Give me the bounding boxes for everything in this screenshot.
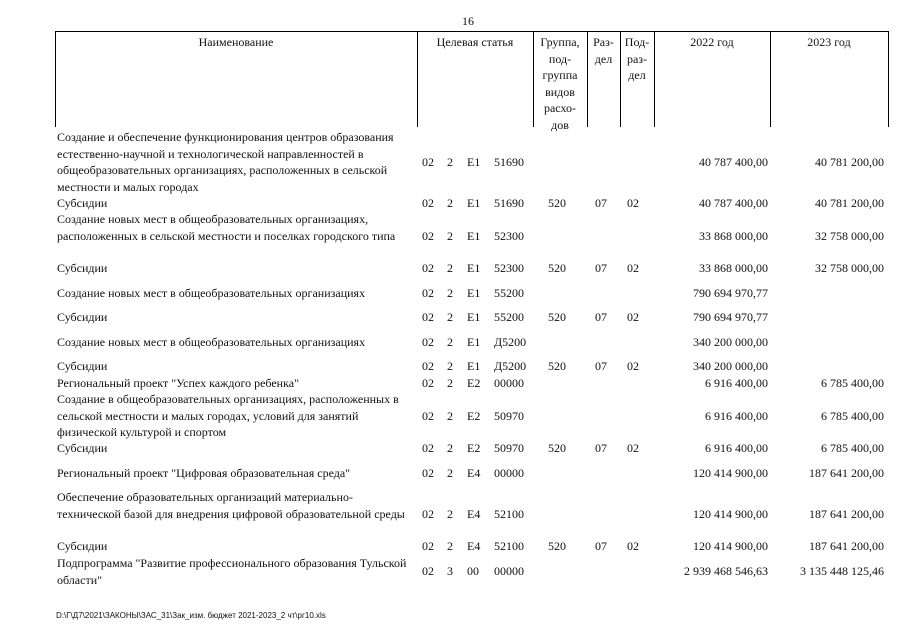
- row-c4: 00000: [494, 466, 524, 480]
- row-y2022: 6 916 400,00: [705, 441, 768, 455]
- row-y2022: 40 787 400,00: [699, 196, 768, 210]
- page-number: 16: [462, 14, 474, 28]
- row-c3: E1: [467, 155, 481, 169]
- row-c1: 02: [422, 261, 434, 275]
- row-c2: 2: [447, 441, 453, 455]
- row-c3: E1: [467, 229, 481, 243]
- row-c2: 2: [447, 507, 453, 521]
- row-c1: 02: [422, 155, 434, 169]
- row-c2: 2: [447, 229, 453, 243]
- row-c4: 52300: [494, 261, 524, 275]
- col-divider: [533, 31, 534, 127]
- row-c1: 02: [422, 564, 434, 578]
- row-name: Региональный проект "Цифровая образовательная среда": [57, 466, 351, 480]
- row-c4: 55200: [494, 286, 524, 300]
- row-c1: 02: [422, 229, 434, 243]
- row-c4: 51690: [494, 155, 524, 169]
- row-subsection: 02: [627, 441, 639, 455]
- row-y2022: 340 200 000,00: [693, 359, 768, 373]
- row-y2022: 33 868 000,00: [699, 261, 768, 275]
- row-name: Субсидии: [57, 261, 108, 275]
- row-c4: 52100: [494, 507, 524, 521]
- row-c2: 2: [447, 539, 453, 553]
- row-y2023: 6 785 400,00: [821, 409, 884, 423]
- row-c3: E1: [467, 359, 481, 373]
- row-c2: 2: [447, 359, 453, 373]
- row-name: Субсидии: [57, 196, 108, 210]
- row-c2: 2: [447, 155, 453, 169]
- row-c1: 02: [422, 539, 434, 553]
- row-name: Создание в общеобразовательных организациях, расположенных в сельской местности и малых городах, условий для занятий физической культурой и спортом: [57, 392, 399, 439]
- row-group: 520: [548, 359, 566, 373]
- row-c3: E1: [467, 286, 481, 300]
- row-c4: 55200: [494, 310, 524, 324]
- row-c1: 02: [422, 507, 434, 521]
- row-y2022: 33 868 000,00: [699, 229, 768, 243]
- row-c3: E4: [467, 466, 481, 480]
- row-c1: 02: [422, 409, 434, 423]
- row-group: 520: [548, 539, 566, 553]
- row-subsection: 02: [627, 196, 639, 210]
- row-c2: 2: [447, 409, 453, 423]
- row-y2023: 187 641 200,00: [809, 539, 884, 553]
- row-section: 07: [595, 441, 607, 455]
- header-2023: 2023 год: [807, 35, 851, 49]
- row-name: Субсидии: [57, 310, 108, 324]
- row-c4: 50970: [494, 409, 524, 423]
- row-c3: 00: [467, 564, 479, 578]
- row-c3: E4: [467, 539, 481, 553]
- row-c3: E1: [467, 261, 481, 275]
- row-c3: E4: [467, 507, 481, 521]
- row-c1: 02: [422, 335, 434, 349]
- row-c4: 00000: [494, 376, 524, 390]
- row-c3: E1: [467, 335, 481, 349]
- row-c2: 2: [447, 310, 453, 324]
- row-c3: E1: [467, 310, 481, 324]
- row-c4: 52100: [494, 539, 524, 553]
- row-c1: 02: [422, 466, 434, 480]
- row-name: Субсидии: [57, 441, 108, 455]
- row-subsection: 02: [627, 310, 639, 324]
- row-subsection: 02: [627, 359, 639, 373]
- row-name: Создание новых мест в общеобразовательных организациях: [57, 286, 366, 300]
- row-name: Создание новых мест в общеобразовательных организациях, расположенных в сельской местности и поселках городского типа: [57, 212, 396, 243]
- row-y2022: 40 787 400,00: [699, 155, 768, 169]
- row-y2022: 120 414 900,00: [693, 539, 768, 553]
- row-subsection: 02: [627, 539, 639, 553]
- row-y2023: 6 785 400,00: [821, 376, 884, 390]
- row-y2023: 187 641 200,00: [809, 507, 884, 521]
- row-name: Обеспечение образовательных организаций материально-технической базой для внедрения цифровой образовательной среды: [57, 490, 405, 521]
- row-c4: 51690: [494, 196, 524, 210]
- row-y2023: 187 641 200,00: [809, 466, 884, 480]
- row-section: 07: [595, 261, 607, 275]
- file-path-footer: D:\Г\Д7\2021\ЗАКОНЫ\ЗАС_31\Зак_изм. бюджет 2021-2023_2 чт\рг10.xls: [56, 611, 326, 620]
- row-y2022: 6 916 400,00: [705, 409, 768, 423]
- row-c1: 02: [422, 196, 434, 210]
- row-subsection: 02: [627, 261, 639, 275]
- row-y2023: 3 135 448 125,46: [800, 564, 884, 578]
- row-y2022: 6 916 400,00: [705, 376, 768, 390]
- row-y2022: 340 200 000,00: [693, 335, 768, 349]
- row-y2023: 6 785 400,00: [821, 441, 884, 455]
- row-c4: 50970: [494, 441, 524, 455]
- row-section: 07: [595, 359, 607, 373]
- row-name: Субсидии: [57, 539, 108, 553]
- row-group: 520: [548, 196, 566, 210]
- row-group: 520: [548, 441, 566, 455]
- header-section: Раз- дел: [593, 35, 614, 66]
- row-c4: Д5200: [494, 335, 527, 349]
- row-c4: Д5200: [494, 359, 527, 373]
- row-section: 07: [595, 539, 607, 553]
- row-section: 07: [595, 310, 607, 324]
- header-subsection: Под- раз- дел: [624, 35, 650, 82]
- row-c3: E2: [467, 409, 481, 423]
- row-c1: 02: [422, 441, 434, 455]
- row-c2: 2: [447, 196, 453, 210]
- row-y2023: 32 758 000,00: [815, 229, 884, 243]
- row-c2: 2: [447, 376, 453, 390]
- row-c4: 00000: [494, 564, 524, 578]
- row-y2022: 2 939 468 546,63: [684, 564, 768, 578]
- header-group: Группа, под- группа видов расхо- дов: [540, 35, 580, 132]
- header-name: Наименование: [198, 35, 274, 49]
- col-divider: [888, 31, 889, 127]
- row-c1: 02: [422, 310, 434, 324]
- row-group: 520: [548, 261, 566, 275]
- row-name: Региональный проект "Успех каждого ребенка": [57, 376, 299, 390]
- row-y2022: 120 414 900,00: [693, 466, 768, 480]
- row-c3: E2: [467, 376, 481, 390]
- row-section: 07: [595, 196, 607, 210]
- row-y2022: 790 694 970,77: [693, 310, 768, 324]
- header-2022: 2022 год: [690, 35, 734, 49]
- row-c2: 2: [447, 261, 453, 275]
- row-name: Создание и обеспечение функционирования центров образования естественно-научной и технологической направленностей в общеобразовательных организациях, расположенных в сельской местности и малых городах: [57, 130, 394, 194]
- row-c2: 2: [447, 466, 453, 480]
- row-c2: 2: [447, 286, 453, 300]
- row-c2: 3: [447, 564, 453, 578]
- row-c3: E2: [467, 441, 481, 455]
- row-y2023: 32 758 000,00: [815, 261, 884, 275]
- row-y2022: 790 694 970,77: [693, 286, 768, 300]
- table-header-border: [55, 31, 889, 32]
- row-y2023: 40 781 200,00: [815, 155, 884, 169]
- row-c3: E1: [467, 196, 481, 210]
- row-name: Субсидии: [57, 359, 108, 373]
- row-c4: 52300: [494, 229, 524, 243]
- row-group: 520: [548, 310, 566, 324]
- row-name: Подпрограмма "Развитие профессионального образования Тульской области": [57, 556, 407, 587]
- row-name: Создание новых мест в общеобразовательных организациях: [57, 335, 366, 349]
- row-c1: 02: [422, 286, 434, 300]
- row-y2022: 120 414 900,00: [693, 507, 768, 521]
- row-c2: 2: [447, 335, 453, 349]
- header-target: Целевая статья: [436, 35, 514, 49]
- row-y2023: 40 781 200,00: [815, 196, 884, 210]
- row-c1: 02: [422, 376, 434, 390]
- row-c1: 02: [422, 359, 434, 373]
